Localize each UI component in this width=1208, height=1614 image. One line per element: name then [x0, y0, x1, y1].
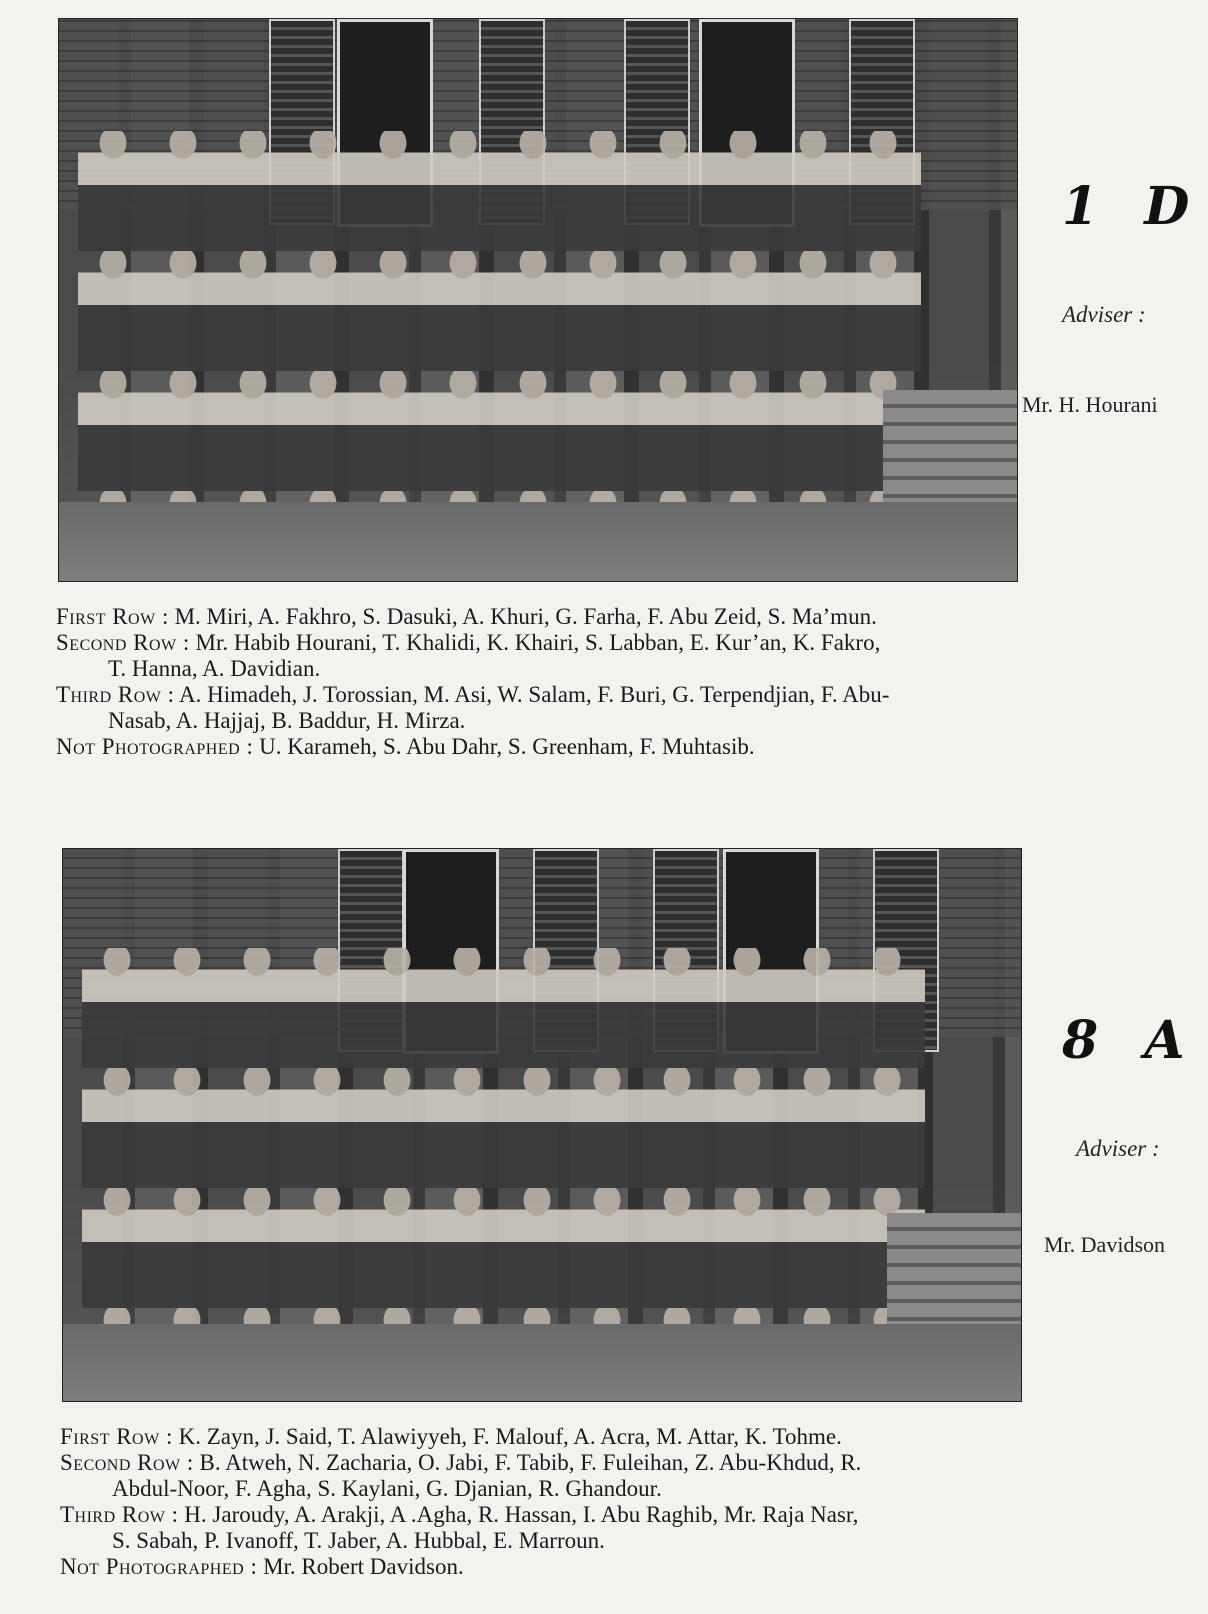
- second-row-8a: Second Row : B. Atweh, N. Zacharia, O. Jabi, F. Tabib, F. Fuleihan, Z. Abu-Khdud, R.: [60, 1450, 862, 1475]
- not-photographed-1d: Not Photographed : U. Karameh, S. Abu Dahr, S. Greenham, F. Muhtasib.: [56, 734, 755, 759]
- first-row-8a: First Row : K. Zayn, J. Said, T. Alawiyyeh, F. Malouf, A. Acra, M. Attar, K. Tohme.: [60, 1424, 842, 1449]
- third-row-8a-cont: S. Sabah, P. Ivanoff, T. Jaber, A. Hubbal, E. Marroun.: [112, 1528, 605, 1553]
- class-photo-1d: [58, 18, 1018, 582]
- third-row-8a: Third Row : H. Jaroudy, A. Arakji, A .Agha, R. Hassan, I. Abu Raghib, Mr. Raja Nasr,: [60, 1502, 859, 1527]
- adviser-label-1d: Adviser :: [1062, 302, 1146, 327]
- second-row-8a-cont: Abdul-Noor, F. Agha, S. Kaylani, G. Djanian, R. Ghandour.: [112, 1476, 662, 1501]
- second-row-1d-cont: T. Hanna, A. Davidian.: [108, 656, 321, 681]
- adviser-name-1d: Mr. H. Hourani: [1022, 392, 1158, 417]
- caption-8a: [60, 1424, 1140, 1580]
- first-row-1d: First Row : M. Miri, A. Fakhro, S. Dasuki, A. Khuri, G. Farha, F. Abu Zeid, S. Ma’mun.: [56, 604, 877, 629]
- third-row-1d-cont: Nasab, A. Hajjaj, B. Baddur, H. Mirza.: [108, 708, 466, 733]
- caption-1d: [56, 604, 1136, 760]
- third-row-1d: Third Row : A. Himadeh, J. Torossian, M. Asi, W. Salam, F. Buri, G. Terpendjian, F. Abu-: [56, 682, 890, 707]
- class-title-1d: 1 D: [1062, 176, 1204, 237]
- class-title-8a: 8 A: [1062, 1010, 1199, 1071]
- second-row-1d: Second Row : Mr. Habib Hourani, T. Khalidi, K. Khairi, S. Labban, E. Kur’an, K. Fakro,: [56, 630, 881, 655]
- adviser-name-8a: Mr. Davidson: [1044, 1232, 1165, 1257]
- adviser-label-8a: Adviser :: [1076, 1136, 1160, 1161]
- not-photographed-8a: Not Photographed : Mr. Robert Davidson.: [60, 1554, 464, 1579]
- class-photo-8a: [62, 848, 1022, 1402]
